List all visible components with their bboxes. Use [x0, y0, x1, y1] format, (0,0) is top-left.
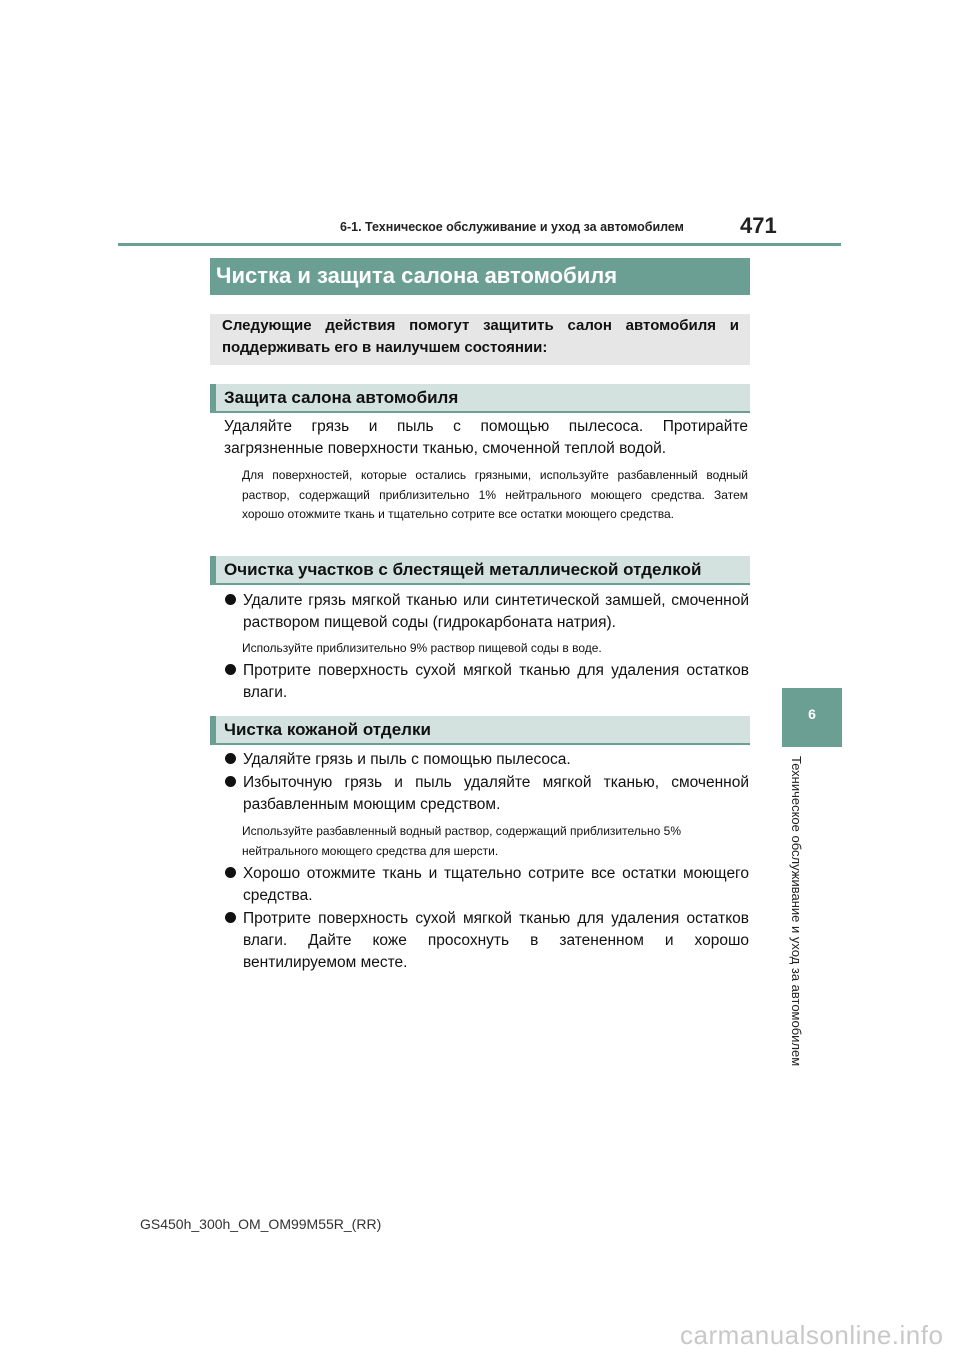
bullet-note: Используйте приблизительно 9% раствор пищевой соды в воде. [242, 641, 602, 655]
bullet-icon [225, 776, 236, 787]
bullet-icon [225, 912, 236, 923]
section-protection-note: Для поверхностей, которые остались грязными, используйте разбавленный водный раствор, содержащий приблизительно 1% нейтрального моющего средства. Затем хорошо отожмите ткань и тщательно сотрите все остатки моющего средства. [242, 468, 748, 521]
section-heading-metal-trim: Очистка участков с блестящей металлической отделкой [210, 556, 750, 583]
chapter-side-title: Техническое обслуживание и уход за автомобилем [789, 756, 804, 1067]
bullet-icon [225, 867, 236, 878]
page-title: Чистка и защита салона автомобиля [210, 258, 750, 295]
section-protection-paragraph [224, 416, 748, 460]
intro-line-2: поддерживать его в наилучшем состоянии: [222, 339, 548, 356]
header-rule [118, 243, 841, 246]
bullet-icon [225, 753, 236, 764]
chapter-tab[interactable]: 6 [782, 688, 842, 747]
list-item: Удалите грязь мягкой тканью или синтетической замшей, смоченной раствором пищевой соды (гидрокарбоната натрия). [225, 590, 749, 634]
list-item: Избыточную грязь и пыль удаляйте мягкой тканью, смоченной разбавленным моющим средством. [225, 772, 749, 816]
list-item: Протрите поверхность сухой мягкой тканью для удаления остатков влаги. [225, 660, 749, 704]
list-item: Удаляйте грязь и пыль с помощью пылесоса. [225, 749, 749, 771]
list-item: Протрите поверхность сухой мягкой тканью для удаления остатков влаги. Дайте коже просохнуть в затененном и хорошо вентилируемом месте. [225, 908, 749, 974]
intro-box [210, 314, 750, 365]
section-heading-protection: Защита салона автомобиля [210, 384, 750, 411]
watermark: carmanualsonline.info [680, 1320, 944, 1350]
bullet-icon [225, 594, 236, 605]
paragraph-line-2: загрязненные поверхности тканью, смоченной теплой водой. [224, 440, 667, 457]
list-item: Хорошо отожмите ткань и тщательно сотрите все остатки моющего средства. [225, 863, 749, 907]
paragraph-line-1: Удаляйте грязь и пыль с помощью пылесоса. Протирайте [224, 418, 748, 435]
intro-line-1: Следующие действия помогут защитить салон автомобиля и [222, 317, 739, 334]
bullet-note: Используйте разбавленный водный раствор, содержащий приблизительно 5% нейтрального моющего средства для шерсти. [242, 824, 682, 858]
page-number: 471 [740, 213, 777, 238]
footer-doc-code: GS450h_300h_OM_OM99M55R_(RR) [140, 1216, 382, 1232]
section-heading-leather: Чистка кожаной отделки [210, 716, 750, 743]
bullet-icon [225, 664, 236, 675]
running-header: 6-1. Техническое обслуживание и уход за автомобилем [340, 220, 684, 234]
